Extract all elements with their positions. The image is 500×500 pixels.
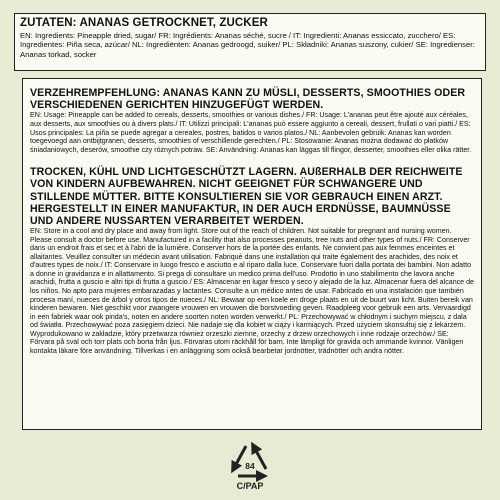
usage-section [30,87,474,154]
usage-translations: EN: Usage: Pineapple can be added to cereals, desserts, smoothies or various dishes./ FR: Usage: L'ananas peut être ajouté aux céréales, aux desserts, aux smoothies ou à divers plats./ IT: Utilizzi principali: L'ananas può essere aggiunto a cereali, dessert, frullati o vari piatti./ ES: Usos principales: La piña se puede agregar a cereales, postres, batidos o varios platos./ NL: Aanbevolen gebruik: Ananas kan worden toegevoegd aan ontbijtgranen, desserts, smoothies of verschillende gerechten./ PL: Stosowanie: Ananas można dodawać do płatków śniadaniowych, deserów, smoothie czy różnych potraw. SE: Användning: Ananas kan läggas till flingor, desserter, smoothies eller olika rätter. [30,111,472,154]
storage-translations: EN: Store in a cool and dry place and away from light. Store out of the reach of children. Not suitable for pregnant and nursing women. Please consult a doctor before use. Manufactured in a facility that also processes peanuts, tree nuts and other types of nuts./ FR: Conserver dans un endroit frais et sec et à l'abri de la lumière. Conserver hors de la portée des enfants. Ne convient pas aux femmes enceintes et allaitantes. Veuillez consulter un médecin avant utilisation. Fabriqué dans une installation qui traite également des arachides, des noix et d'autres types de noix./ IT: Conservare in luogo fresco e asciutto e al riparo dalla luce. Conservare fuori dalla portata dei bambini. Non adatto a donne in gravidanza e in allattamento. Si prega di consultare un medico prima dell'uso. Prodotto in uno stabilimento che lavora anche arachidi, frutta a guscio e altri tipi di frutta a guscio./ ES: Almacenar en lugar fresco y seco y alejado de la luz. Almacenar fuera del alcance de los niños. No apto para mujeres embarazadas y lactantes. Consulte a un médico antes de usar. Fabricado en una instalación que también procesa maní, nueces de árbol y otros tipos de nueces./ NL: Bewaar op een koele en droge plaats en uit de buurt van licht. Buiten bereik van kinderen bewaren. Niet geschikt voor zwangere vrouwen en vrouwen die borstvoeding geven. Raadpleeg voor gebruik een arts. Vervaardigd in een fabriek waar ook pinda's, noten en andere soorten noten worden verwerkt./ PL: Przechowywać w chłodnym i suchym miejscu, z dala od światła. Przechowywać poza zasięgiem dzieci. Nie nadaje się dla kobiet w ciąży i karmiących. Przed użyciem skonsultuj się z lekarzem. Wyprodukowano w zakładzie, który przetwarza również orzeszki ziemne, orzechy z drzew orzechowych i inne rodzaje orzechów./ SE: Förvara på sval och torr plats och borta från ljus. Förvaras utom räckhåll för barn. Inte lämpligt för gravida och ammande kvinnor. Vänligen kontakta läkare före användning. Tillverkas i en anläggning som också bearbetar jordnötter, trädnötter och andra nötter. [30,227,474,355]
recycle-number: 84 [245,461,255,471]
ingredients-translations: EN: Ingredients: Pineapple dried, sugar/ FR: Ingrédients: Ananas séché, sucre / IT: Ingredienti: Ananas essiccato, zucchero/ ES: Ingredientes: Piña seca, azúcar/ NL: Ingrediënten: Ananas gedroogd, suiker/ PL: Składniki: Ananas suszony, cukier/ SE: Ingredienser: Ananas torkad, socker [20,31,475,59]
recycle-triangle-icon [222,438,278,494]
usage-heading: VERZEHREMPFEHLUNG: ANANAS KANN ZU MÜSLI, DESSERTS, SMOOTHIES ODER VERSCHIEDENEN GERICHTEN HINZUGEFÜGT WERDEN. [30,87,466,112]
storage-heading: TROCKEN, KÜHL UND LICHTGESCHÜTZT LAGERN. AUßERHALB DER REICHWEITE VON KINDERN AUFBEWAHREN. NICHT GEEIGNET FÜR SCHWANGERE UND STILLENDE MÜTTER. BITTE KONSULTIEREN SIE VOR GEBRAUCH EINEN ARZT. HERGESTELLT IN EINER MANUFAKTUR, IN DER AUCH ERDNÜSSE, BAUMNÜSSE UND ANDERE NUSSARTEN VERARBEITET WERDEN. [30,166,463,227]
ingredients-heading: ZUTATEN: ANANAS GETROCKNET, ZUCKER [20,17,268,29]
ingredients-panel [14,13,486,71]
recycle-code: C/PAP [236,481,264,491]
storage-section [30,166,474,355]
info-panel [22,78,482,430]
recycle-symbol [222,438,278,494]
